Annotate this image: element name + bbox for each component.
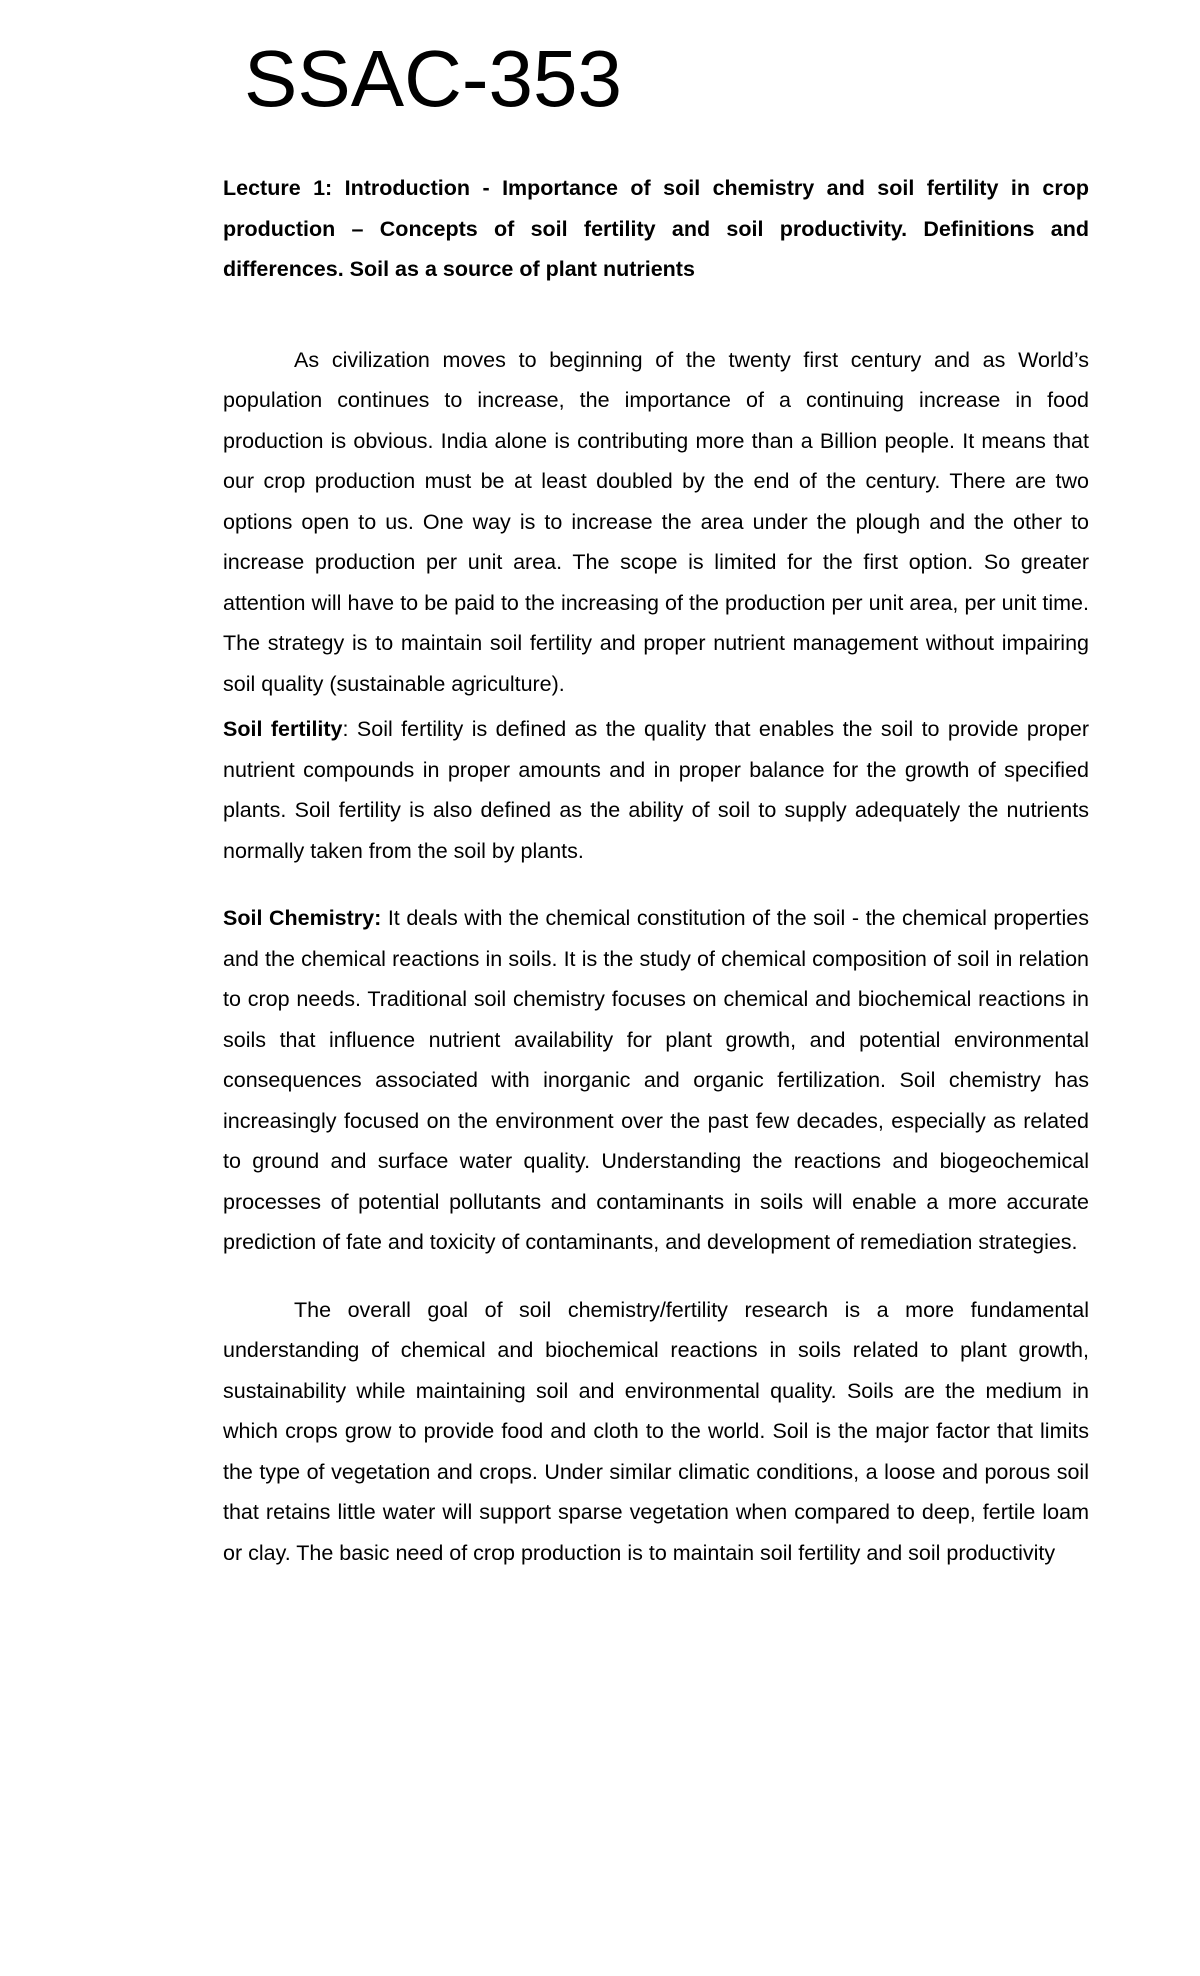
soil-chemistry-paragraph [223, 898, 1089, 1263]
soil-fertility-definition: Soil fertility is defined as the quality that enables the soil to provide proper nutrient compounds in proper amounts and in proper balance for the growth of specified plants. Soil fertility is also defined as the ability of soil to supply adequately the nutrients normally taken from the soil by plants. [223, 717, 1089, 863]
soil-fertility-term: Soil fertility [223, 717, 343, 741]
lecture-heading: Lecture 1: Introduction - Importance of soil chemistry and soil fertility in crop production – Concepts of soil fertility and soil productivity. Definitions and differences. Soil as a source of plant nutrients [223, 176, 1089, 281]
overall-goal-paragraph: The overall goal of soil chemistry/fertility research is a more fundamental understanding of chemical and biochemical reactions in soils related to plant growth, sustainability while maintaining soil and environmental quality. Soils are the medium in which crops grow to provide food and cloth to the world. Soil is the major factor that limits the type of vegetation and crops. Under similar climatic conditions, a loose and porous soil that retains little water will support sparse vegetation when compared to deep, fertile loam or clay. The basic need of crop production is to maintain soil fertility and soil productivity [223, 1297, 1089, 1565]
document-body [223, 168, 1089, 1573]
soil-fertility-paragraph [223, 709, 1089, 871]
soil-chemistry-definition: It deals with the chemical constitution of the soil - the chemical properties and the chemical reactions in soils. It is the study of chemical composition of soil in relation to crop needs. Traditional soil chemistry focuses on chemical and biochemical reactions in soils that influence nutrient availability for plant growth, and potential environmental consequences associated with inorganic and organic fertilization. Soil chemistry has increasingly focused on the environment over the past few decades, especially as related to ground and surface water quality. Understanding the reactions and biogeochemical processes of potential pollutants and contaminants in soils will enable a more accurate prediction of fate and toxicity of contaminants, and development of remediation strategies. [223, 906, 1089, 1254]
soil-fertility-separator: : [342, 717, 349, 741]
soil-chemistry-term: Soil Chemistry: [223, 906, 382, 930]
intro-paragraph: As civilization moves to beginning of the twenty first century and as World’s population continues to increase, the importance of a continuing increase in food production is obvious. India alone is contributing more than a Billion people. It means that our crop production must be at least doubled by the end of the century. There are two options open to us. One way is to increase the area under the plough and the other to increase production per unit area. The scope is limited for the first option. So greater attention will have to be paid to the increasing of the production per unit area, per unit time. The strategy is to maintain soil fertility and proper nutrient management without impairing soil quality (sustainable agriculture). [223, 347, 1089, 696]
course-code-title: SSAC-353 [244, 34, 622, 123]
